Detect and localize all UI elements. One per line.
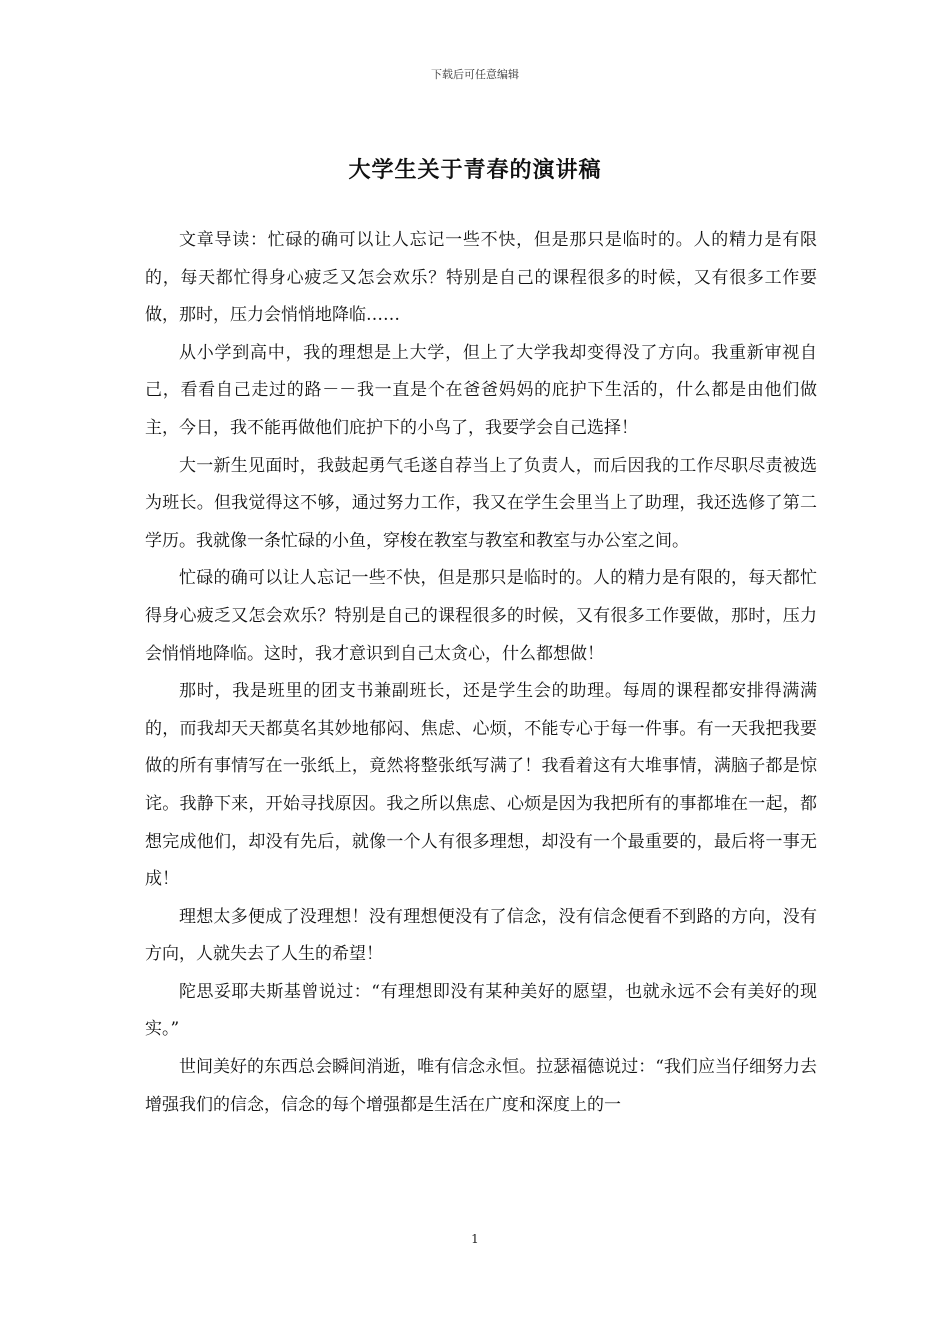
document-title: 大学生关于青春的演讲稿 (348, 157, 602, 183)
paragraph: 世间美好的东西总会瞬间消逝，唯有信念永恒。拉瑟福德说过：“我们应当仔细努力去增强我们的信念，信念的每个增强都是生活在广度和深度上的一 (145, 1057, 817, 1115)
paragraph: 那时，我是班里的团支书兼副班长，还是学生会的助理。每周的课程都安排得满满的，而我却天天都莫名其妙地郁闷、焦虑、心烦，不能专心于每一件事。有一天我把我要做的所有事情写在一张纸上，竟然将整张纸写满了！我看着这有大堆事情，满脑子都是惊诧。我静下来，开始寻找原因。我之所以焦虑、心烦是因为我把所有的事都堆在一起，都想完成他们，却没有先后，就像一个人有很多理想，却没有一个最重要的，最后将一事无成！ (145, 681, 817, 890)
paragraph: 从小学到高中，我的理想是上大学，但上了大学我却变得没了方向。我重新审视自己，看看自己走过的路－－我一直是个在爸爸妈妈的庇护下生活的，什么都是由他们做主，今日，我不能再做他们庇护下的小鸟了，我要学会自己选择！ (145, 342, 817, 438)
paragraph: 理想太多便成了没理想！没有理想便没有了信念，没有信念便看不到路的方向，没有方向，人就失去了人生的希望！ (145, 906, 817, 965)
document-body (145, 222, 817, 1124)
page-number: 1 (471, 1232, 479, 1246)
paragraph-quote: 陀思妥耶夫斯基曾说过：“有理想即没有某种美好的愿望，也就永远不会有美好的现实。” (145, 981, 817, 1040)
paragraph: 大一新生见面时，我鼓起勇气毛遂自荐当上了负责人，而后因我的工作尽职尽责被选为班长。但我觉得这不够，通过努力工作，我又在学生会里当上了助理，我还选修了第二学历。我就像一条忙碌的小鱼，穿梭在教室与教室和教室与办公室之间。 (145, 455, 817, 551)
page-header-note: 下载后可任意编辑 (431, 68, 519, 81)
paragraph-intro: 文章导读：忙碌的确可以让人忘记一些不快，但是那只是临时的。人的精力是有限的，每天都忙得身心疲乏又怎会欢乐？特别是自己的课程很多的时候，又有很多工作要做，那时，压力会悄悄地降临…… (145, 230, 817, 326)
paragraph: 忙碌的确可以让人忘记一些不快，但是那只是临时的。人的精力是有限的，每天都忙得身心疲乏又怎会欢乐？特别是自己的课程很多的时候，又有很多工作要做，那时，压力会悄悄地降临。这时，我才意识到自己太贪心，什么都想做！ (145, 568, 817, 664)
